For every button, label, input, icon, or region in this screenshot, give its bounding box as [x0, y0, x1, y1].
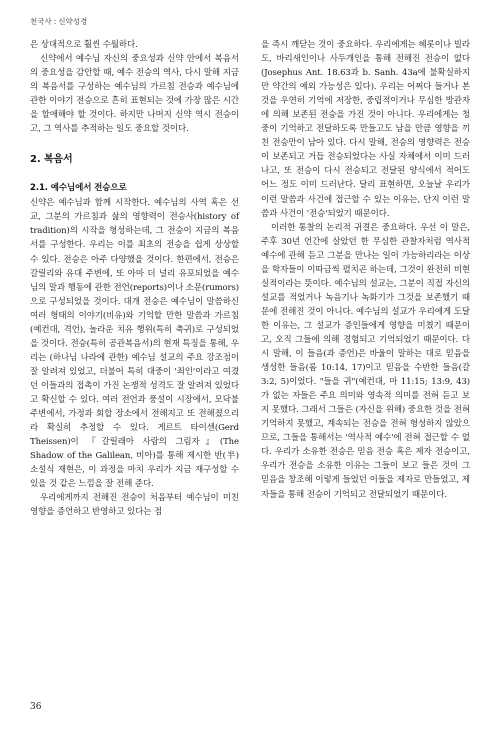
left-column: [30, 38, 239, 688]
left-paragraph-3: 신약은 예수님과 함께 시작한다. 예수님의 사역 혹은 선교, 그분의 가르침과 삶의 영향력이 전승사(history of tradition)의 시작을 형성하는데, 그 전승이 지금의 복음서를 구성한다. 우리는 이를 최초의 전승을 쉽게 상상할 수 있다. 전승은 아주 다양했을 것이다. 한편에서, 전승은 갈릴리와 유대 주변에, 또 아마 더 널리 유포되었을 예수님의 말과 행동에 관한 전언(reports)이나 소문(rumors)으로 구성되었을 것이다. 대개 전승은 예수님이 말씀하신 여러 형태의 이야기(비유)와 기억할 만한 말씀과 가르침(예컨대, 격언), 놀라운 치유 행위(특히 축귀)로 구성되었을 것이다. 전승(특히 공관복음서)의 현재 특징을 통해, 우리는 (하나님 나라에 관한) 예수님 설교의 주요 강조점이 잘 알려져 있었고, 더불어 특히 대중이 '죄인'이라고 여겼던 이들과의 접촉이 가진 논쟁적 성격도 잘 알려져 있었다고 확신할 수 있다. 여러 전언과 풍설이 시장에서, 모닥불 주변에서, 가정과 회합 장소에서 전해지고 또 전해졌으리라 확실히 추정할 수 있다. 게르트 타이센(Gerd Theissen)이 『갈릴래아 사람의 그림자』(The Shadow of the Galilean, 비아)를 통해 제시한 반(半)소설식 재현은, 이 과정을 마치 우리가 지금 재구성할 수 있을 것 같은 느낌을 잘 전해 준다.: [30, 198, 239, 490]
running-head-chapter: 신약성경: [58, 17, 88, 26]
subsection-heading: 2.1. 예수님에서 전승으로: [30, 183, 127, 194]
left-paragraph-4: 우리에게까지 전해진 전승이 처음부터 예수님이 미친 영향을 증언하고 반영하고 있다는 점: [30, 493, 239, 518]
section-heading: 2. 복음서: [30, 154, 73, 166]
left-paragraph-2: 신약에서 예수님 자신의 중요성과 신약 안에서 복음서의 중요성을 감안할 때, 예수 전승의 역사, 다시 말해 지금의 복음서를 구성하는 예수님의 가르침 전승과 예수님에 관한 이야기 전승으로 흔히 표현되는 것에 가장 많은 시간을 할애해야 할 것이다. 하지만 나머지 신약 역시 전승이고, 그 역사를 추적하는 일도 중요할 것이다.: [30, 54, 239, 135]
running-head-separator: :: [53, 17, 57, 26]
right-paragraph-1: 을 즉시 깨닫는 것이 중요하다. 우리에게는 헤롯이나 빌라도, 바리새인이나 사두개인을 통해 전해진 전승이 없다(Josephus Ant. 18.63과 b. Sanh. 43a에 불확실하지만 약간의 예외 가능성은 있다). 우리는 어쩌다 들거나 본 것을 우연히 기억에 저장한, 중립적이거나 무심한 방관자에 의해 보존된 전승을 가진 것이 아니다. 우리에게는 청중이 기억하고 전달하도록 만들고도 남을 만큼 영향을 끼친 전승만이 남아 있다. 다시 말해, 전승의 영향력은 전승이 보존되고 거듭 전승되었다는 사실 자체에서 이미 드러나고, 또 전승이 다시 전승되고 전달된 양식에서 적어도 어느 정도 이미 드러난다. 달리 표현하면, 오늘날 우리가 이런 말씀과 사건에 접근할 수 있는 이유는, 단지 이런 말씀과 사건이 '전승'되었기 때문이다.: [261, 40, 470, 219]
left-paragraph-1: 은 상대적으로 훨씬 수월하다.: [30, 40, 138, 50]
page-number: 36: [30, 702, 42, 712]
running-head-book: 천국사: [30, 17, 52, 26]
running-head: [30, 16, 87, 27]
body-columns: [30, 38, 470, 688]
right-column: [261, 38, 470, 688]
right-paragraph-2: 이러한 통찰의 논리적 귀결은 중요하다. 우선 이 말은, 주후 30년 언간에 살았던 한 무심한 관찰자처럼 역사적 예수에 관해 듣고 그분을 만나는 일이 가능하리라는 이상을 학자들이 이따금씩 펼치곤 하는데, 그것이 완전히 비현실적이라는 뜻이다. 예수님의 설교는, 그분이 직접 자신의 설교를 적었거나 녹음기나 녹화기가 그것을 보존했기 때문에 전해진 것이 아니다. 예수님의 설교가 우리에게 도달한 이유는, 그 설교가 증인들에게 영향을 미쳤기 때문이고, 오직 그들에 의해 경험되고 기억되었기 때문이다. 다시 말해, 이 들음(과 증언)은 바울이 말하는 대로 믿음을 생성한 들음(롬 10:14, 17)이고 믿음을 수반한 들음(갈 3:2, 5)이었다. "들을 귀"(예컨대, 마 11:15; 13:9, 43)가 없는 자들은 주요 의미와 영속적 의미를 전혀 듣고 보지 못했다. 그래서 그들은 (자신을 위해) 중요한 것을 전혀 기억하지 못했고, 계속되는 전승을 전혀 형성하지 않았으므로, 그들을 통해서는 '역사적 예수'에 전혀 접근할 수 없다. 우리가 소유한 전승은 믿음 전승 혹은 제자 전승이고, 우리가 전승을 소유한 이유는 그들이 보고 들은 것이 그 믿음을 창조해 이렇게 들었던 이들을 제자로 만들었고, 제자들을 통해 전승이 기억되고 전달되었기 때문이다.: [261, 222, 470, 500]
